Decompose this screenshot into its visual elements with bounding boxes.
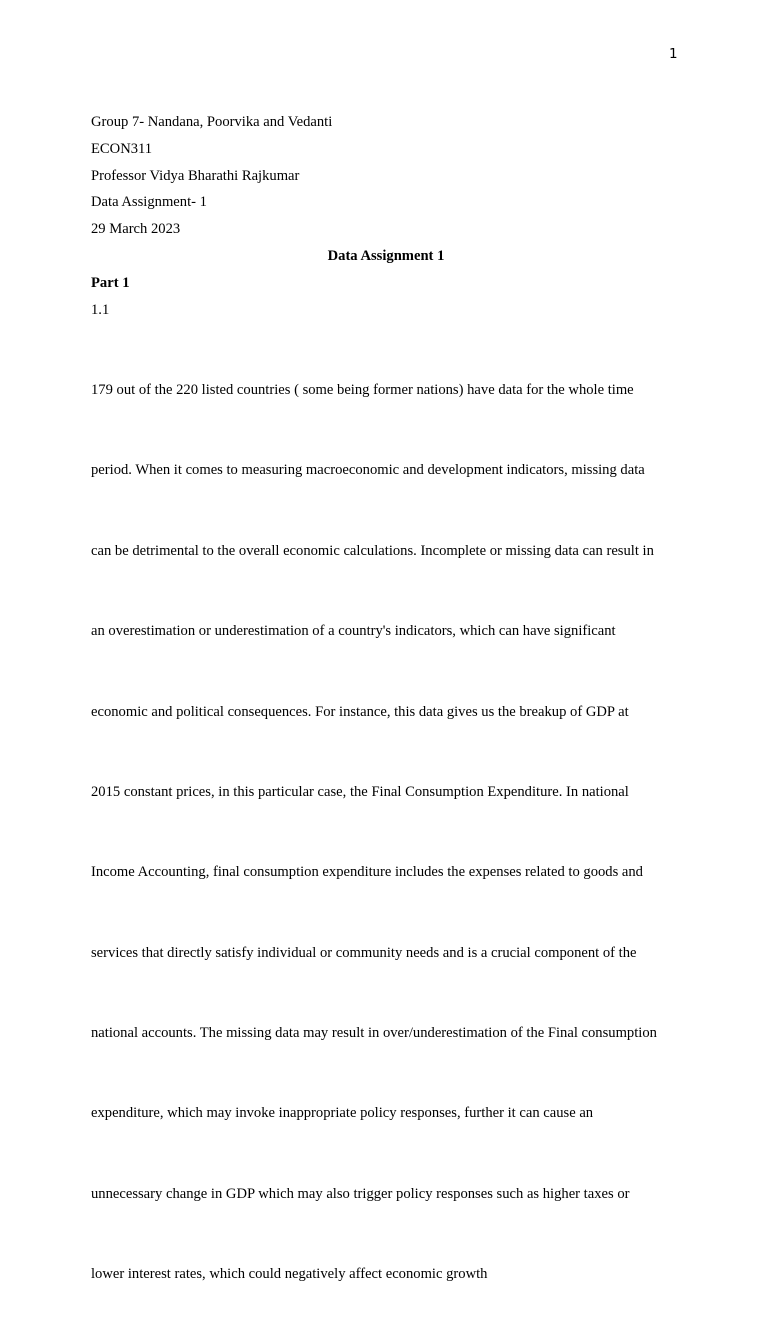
group-line: Group 7- Nandana, Poorvika and Vedanti (91, 114, 333, 130)
body-line: expenditure, which may invoke inappropriate policy responses, further it can cause an (91, 1105, 594, 1122)
body-line: 2015 constant prices, in this particular case, the Final Consumption Expenditure. In national (91, 783, 629, 800)
body-line: economic and political consequences. For instance, this data gives us the breakup of GDP at (91, 703, 629, 720)
document-title: Data Assignment 1 (327, 247, 445, 264)
body-line: an overestimation or underestimation of a country's indicators, which can have significant (91, 623, 616, 640)
body-line: services that directly satisfy individual or community needs and is a crucial component of the (91, 944, 637, 961)
part-heading: Part 1 (91, 274, 130, 291)
body-line: 179 out of the 220 listed countries ( some being former nations) have data for the whole time (91, 381, 634, 398)
body-paragraph (91, 323, 681, 1341)
page-number: 1 (669, 46, 678, 62)
document-body (91, 109, 681, 1342)
course-line: ECON311 (91, 140, 153, 157)
body-line: lower interest rates, which could negatively affect economic growth (91, 1266, 488, 1283)
body-line: Income Accounting, final consumption expenditure includes the expenses related to goods and (91, 864, 643, 881)
body-line: unnecessary change in GDP which may also trigger policy responses such as higher taxes or (91, 1185, 630, 1202)
date-line: 29 March 2023 (91, 221, 181, 238)
body-line: can be detrimental to the overall economic calculations. Incomplete or missing data can result in (91, 542, 654, 559)
assignment-line: Data Assignment- 1 (91, 194, 207, 211)
body-line: national accounts. The missing data may result in over/underestimation of the Final consumption (91, 1025, 657, 1042)
body-line: period. When it comes to measuring macroeconomic and development indicators, missing data (91, 462, 645, 479)
section-number: 1.1 (91, 301, 110, 318)
professor-line: Professor Vidya Bharathi Rajkumar (91, 167, 300, 184)
